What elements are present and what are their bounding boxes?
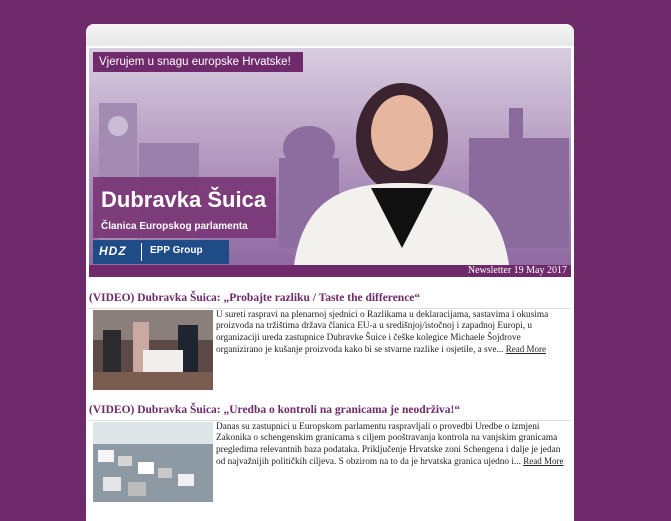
article-summary [216,310,566,357]
mep-role: Članica Europskog parlamenta [101,221,248,232]
thumbnail-image [93,310,213,390]
tower-clock [108,116,128,136]
hdz-logo: HDZ [99,244,127,258]
read-more-link[interactable]: Read More [505,344,546,355]
article-body: U sureti raspravi na plenarnoj sjednici o Razlikama u deklaracijama, sastavima i okusima proizvoda na tržištima država članica EU-a u središnjoj/istočnoj i zapadnoj Europi, u organizaciji ureda zastupnice Dubravke Šuice i češke kolegice Michaele Šojdrove organizirano je kušanje proizvoda kako bi se stvarne razlike i osjetile, a sve... [216,310,549,356]
article-title[interactable]: (VIDEO) Dubravka Šuica: „Probajte razliku / Taste the difference“ [89,292,421,304]
spire-right [509,108,523,148]
mep-name: Dubravka Šuica [101,187,267,212]
article-thumbnail[interactable] [93,310,213,390]
thumbnail-image [93,422,213,502]
newsletter-date-bar [89,265,571,277]
portrait-face [371,95,433,171]
party-logos [93,240,229,264]
name-box [93,177,276,238]
header-banner [89,48,571,265]
slogan: Vjerujem u snagu europske Hrvatske! [93,52,303,72]
epp-group-logo: EPP Group [150,245,203,256]
article-title[interactable]: (VIDEO) Dubravka Šuica: „Uredba o kontroli na granicama je neodrživa!“ [89,404,461,416]
article-item [89,292,571,356]
article-divider [89,420,571,421]
card-top-bar [86,24,574,46]
newsletter-card [86,24,574,521]
article-thumbnail[interactable] [93,422,213,502]
article-item [89,404,571,468]
newsletter-date: Newsletter 19 May 2017 [467,265,567,276]
logo-divider [141,243,142,261]
church-dome [283,126,335,170]
article-body: Danas su zastupnici u Europskom parlamentu raspravljali o provedbi Uredbe o izmjeni Zakonika o schengenskim granicama s ciljem pooštravanja kontrola na vanjskim granicama pregledima relevantnih baza podataka. Priključenje Hrvatske zoni Schengena i dalje je jedan od najvažnijih političkih ciljeva. S obzirom na to da je hrvatska granica ujedno i... [216,422,561,468]
article-divider [89,308,571,309]
article-summary [216,422,566,469]
read-more-link[interactable]: Read More [523,456,564,467]
